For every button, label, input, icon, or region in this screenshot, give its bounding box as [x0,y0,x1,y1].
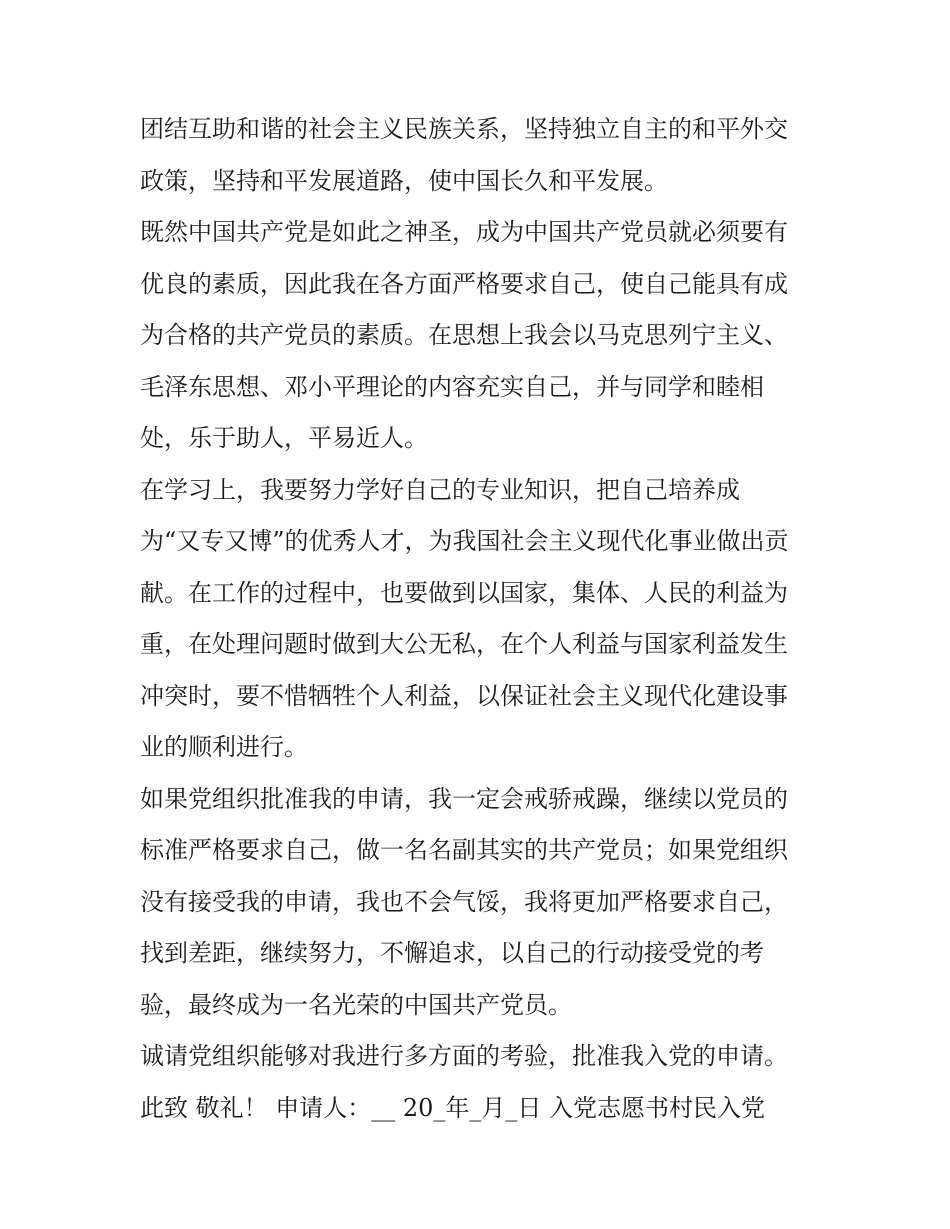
text-line: 处，乐于助人，平易近人。 [140,424,428,452]
text-line: 诚请党组织能够对我进行多方面的考验，批准我入党的申请。 [140,1042,788,1070]
text-line: 政策，坚持和平发展道路，使中国长久和平发展。 [140,166,668,195]
text-line: 既然中国共产党是如此之神圣，成为中国共产党员就必须要有 [140,218,788,246]
document-body [140,104,830,1134]
text-line: 此致 敬礼！ 申请人：__ 20_年_月_日 入党志愿书村民入党 [140,1093,766,1122]
text-line: 团结互助和谐的社会主义民族关系，坚持独立自主的和平外交 [140,115,788,143]
text-line: 标准严格要求自己，做一名名副其实的共产党员；如果党组织 [140,836,788,864]
text-line: 业的顺利进行。 [140,733,308,761]
text-line: 验，最终成为一名光荣的中国共产党员。 [140,990,572,1019]
text-line: 如果党组织批准我的申请，我一定会戒骄戒躁，继续以党员的 [140,784,788,813]
text-line: 为“又专又博”的优秀人才，为我国社会主义现代化事业做出贡 [140,527,789,555]
text-line: 在学习上，我要努力学好自己的专业知识，把自己培养成 [140,475,740,504]
text-line: 重，在处理问题时做到大公无私，在个人利益与国家利益发生 [140,630,788,658]
text-line: 没有接受我的申请，我也不会气馁，我将更加严格要求自己， [140,887,788,916]
text-line: 优良的素质，因此我在各方面严格要求自己，使自己能具有成 [140,269,788,298]
text-line: 毛泽东思想、邓小平理论的内容充实自己，并与同学和睦相 [140,372,764,401]
text-line: 献。在工作的过程中，也要做到以国家，集体、人民的利益为 [140,578,788,607]
text-line: 为合格的共产党员的素质。在思想上我会以马克思列宁主义、 [140,321,788,349]
text-line: 冲突时，要不惜牺牲个人利益，以保证社会主义现代化建设事 [140,681,788,710]
text-line: 找到差距，继续努力，不懈追求，以自己的行动接受党的考 [140,939,764,967]
